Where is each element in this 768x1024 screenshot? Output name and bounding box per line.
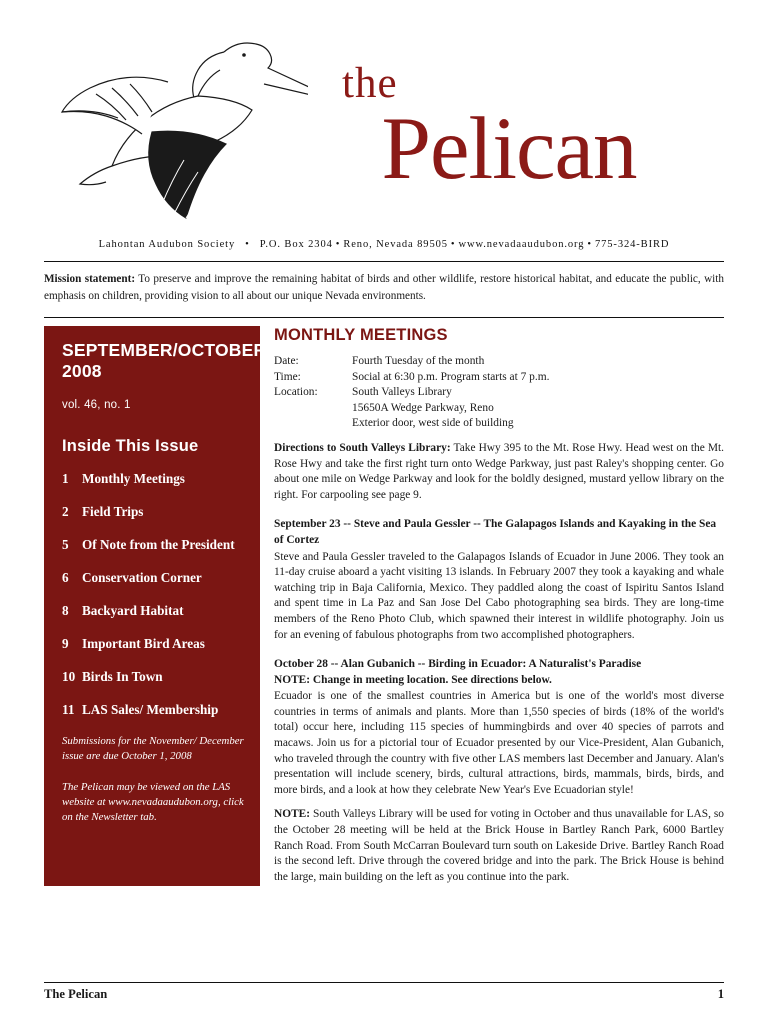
page-footer [44, 982, 724, 1002]
final-note-paragraph [274, 807, 724, 885]
city-state-zip: Reno, Nevada 89505 [343, 239, 448, 250]
toc-label: LAS Sales/ Membership [82, 702, 219, 717]
toc-page-number: 6 [62, 570, 69, 585]
toc-label: Field Trips [82, 504, 144, 519]
volume-number: vol. 46, no. 1 [62, 399, 131, 411]
meeting-time-label: Time: [274, 370, 301, 383]
meeting-address-row [274, 401, 724, 417]
meeting-time-row [274, 370, 724, 386]
meeting-date-row [274, 354, 724, 370]
directions-label: Directions to South Valleys Library: [274, 441, 451, 454]
toc-page-number: 5 [62, 537, 69, 552]
meeting-entrance-row [274, 416, 724, 432]
monthly-meetings-heading: MONTHLY MEETINGS [274, 326, 448, 344]
po-box: P.O. Box 2304 [259, 239, 333, 250]
toc-item[interactable] [62, 569, 244, 586]
final-note-label: NOTE: [274, 808, 311, 821]
mission-statement [44, 271, 724, 305]
footer-page-number: 1 [717, 987, 724, 1001]
toc-page-number: 11 [62, 702, 75, 717]
toc-label: Backyard Habitat [82, 603, 184, 618]
content-columns [44, 326, 724, 886]
toc-item[interactable] [62, 503, 244, 520]
footer-publication-name: The Pelican [44, 987, 108, 1001]
inside-this-issue-heading: Inside This Issue [62, 437, 199, 455]
website-note: The Pelican may be viewed on the LAS website at www.nevadaaudubon.org, click on the Newsletter tab. [62, 781, 244, 823]
directions-paragraph [274, 441, 724, 503]
meeting-location-value: South Valleys Library [352, 386, 452, 399]
mission-divider [44, 317, 724, 318]
meeting-location-label: Location: [274, 386, 318, 399]
submissions-note: Submissions for the November/ December issue are due October 1, 2008 [62, 735, 244, 762]
org-name: Lahontan Audubon Society [98, 239, 236, 250]
main-column [260, 326, 724, 886]
table-of-contents [62, 470, 244, 718]
address-line: Lahontan Audubon Society • P.O. Box 2304 • Reno, Nevada 89505 • www.nevadaaudubon.org • 775-324-BIRD [98, 239, 670, 250]
toc-item[interactable] [62, 668, 244, 685]
pelican-illustration-icon [48, 22, 308, 227]
spacer [274, 416, 352, 432]
mission-text: To preserve and improve the remaining habitat of birds and other wildlife, restore historical habitat, and educate the public, with emphasis on children, providing vision to all about our unique Nevada environments. [44, 273, 724, 302]
toc-label: Birds In Town [82, 669, 163, 684]
issue-date: SEPTEMBER/OCTOBER 2008 [62, 340, 267, 381]
program-1-title: September 23 -- Steve and Paula Gessler -- The Galapagos Islands and Kayaking in the Sea of Cortez [274, 518, 717, 546]
website-link[interactable]: www.nevadaaudubon.org [458, 239, 585, 250]
meeting-time-value: Social at 6:30 p.m. Program starts at 7 p.m. [352, 370, 550, 383]
publication-title [294, 60, 724, 198]
sidebar [44, 326, 267, 886]
program-2-title: October 28 -- Alan Gubanich -- Birding in Ecuador: A Naturalist's Paradise [274, 658, 642, 671]
toc-item[interactable] [62, 701, 244, 718]
header-divider [44, 261, 724, 262]
meeting-address-line: 15650A Wedge Parkway, Reno [352, 401, 494, 414]
toc-page-number: 8 [62, 603, 69, 618]
meeting-date-value: Fourth Tuesday of the month [352, 355, 485, 367]
footer-divider [44, 982, 724, 983]
mission-label: Mission statement: [44, 273, 136, 285]
masthead [44, 0, 724, 235]
toc-item[interactable] [62, 602, 244, 619]
toc-page-number: 2 [62, 504, 69, 519]
program-2-location-note: NOTE: Change in meeting location. See directions below. [274, 673, 552, 686]
toc-label: Of Note from the President [82, 537, 235, 552]
meeting-location-row [274, 385, 724, 401]
toc-label: Important Bird Areas [82, 636, 205, 651]
toc-page-number: 1 [62, 471, 69, 486]
title-pelican: Pelican [381, 100, 637, 198]
final-note-text: South Valleys Library will be used for voting in October and thus unavailable for LAS, so the October 28 meeting will be held at the Brick House in Bartley Ranch Park, 6000 Bartley Ranch Road. From South McCarran Boulevard turn south on Lakeside Drive. Bartley Ranch Road is the second left. Drive through the covered bridge and into the park. The Brick House is behind the large, main building on the left as you continue into the park. [274, 808, 724, 883]
spacer [274, 401, 352, 417]
title-the: the [342, 60, 398, 107]
toc-page-number: 9 [62, 636, 69, 651]
program-1-text: Steve and Paula Gessler traveled to the Galapagos Islands of Ecuador in June 2006. They took an 11-day cruise aboard a yacht visiting 13 islands. In February 2007 they took a kayaking and whale watching trip in Baja California, Mexico. They paddled along the coast of Ispiritu Santos Island and spent time in La Paz and San Jose Del Cabo photographing sea birds. They are long-time members of the Reno Photo Club, which spawned their interest in wildlife photography. Join us for an evening of fabulous photographs from two accomplished photographers. [274, 550, 724, 641]
meeting-date-label: Date: [274, 355, 299, 367]
phone-number: 775-324-BIRD [594, 239, 670, 250]
toc-label: Conservation Corner [82, 570, 202, 585]
toc-item[interactable] [62, 470, 244, 487]
toc-label: Monthly Meetings [82, 471, 185, 486]
toc-item[interactable] [62, 635, 244, 652]
program-2-text: Ecuador is one of the smallest countries in America but is one of the world's most diverse countries in terms of animals and plants. More than 1,550 species of birds (18% of the world's total) occur here, including 115 species of hummingbirds and over 40 species of parrots and macaws. Join us for a pictorial tour of Ecuador presented by our Vice-President, Alan Gubanich, who traveled through the country with five other LAS members last December and January. Alan's presentation will include scenery, birds, cultural attractions, birds, mammals, birds, birds, and more birds, and a look at how they celebrate New Year's Eve Ecuadorian style! [274, 690, 724, 796]
directions-text: Take Hwy 395 to the Mt. Rose Hwy. Head west on the Mt. Rose Hwy and take the first right turn onto Wedge Parkway, just past Raley's shopping center. Go about one mile on Wedge Parkway and look for the boldly designed, mustard yellow library on the right. For carpooling see page 9. [274, 441, 724, 501]
meeting-entrance-line: Exterior door, west side of building [352, 417, 514, 430]
toc-page-number: 10 [62, 669, 76, 684]
toc-item[interactable] [62, 536, 244, 553]
